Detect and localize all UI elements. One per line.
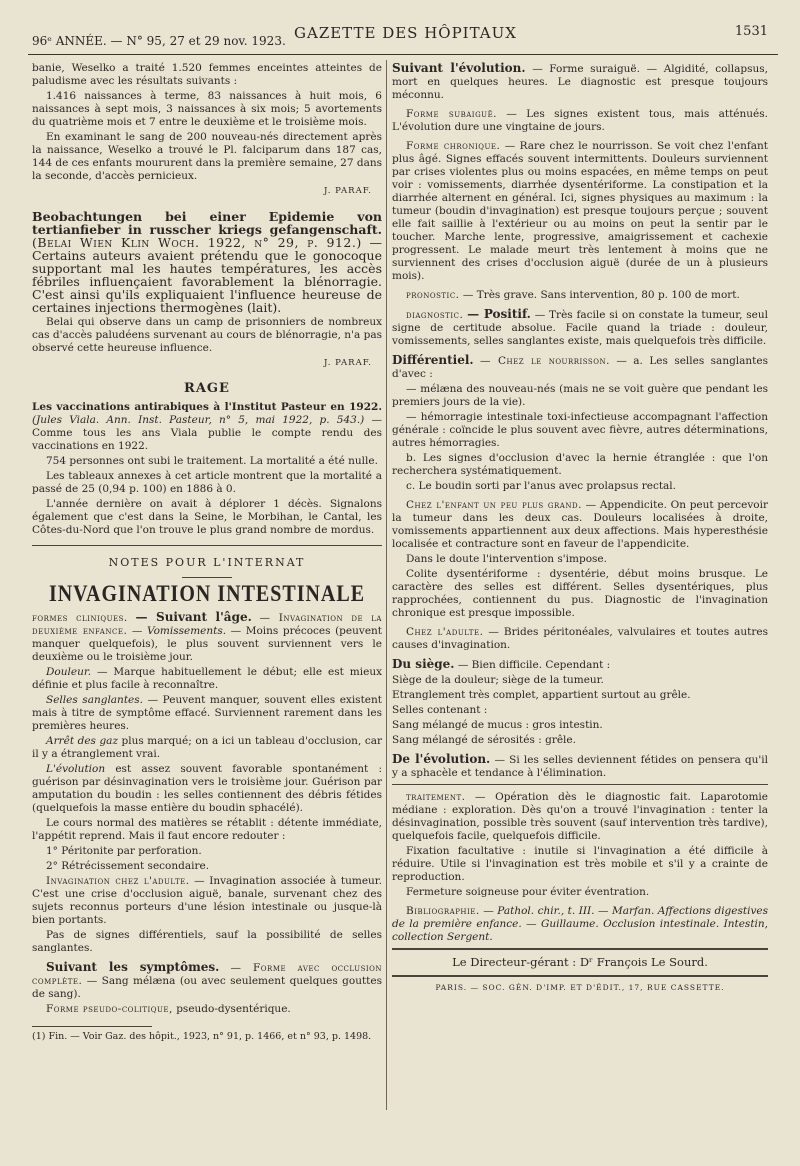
arret-text: plus marqué; on a ici un tableau d'occlusion, car il y a étranglement vrai. <box>32 735 382 760</box>
short-rule <box>182 577 232 578</box>
traitement-label: traitement. <box>406 791 466 803</box>
doute-text: Dans le doute l'intervention s'impose. <box>406 553 607 565</box>
symptomes-paragraph <box>32 961 382 1001</box>
symptomes-lead: — Forme avec occlusion complète. <box>32 962 383 987</box>
issue-info: 96ᵉ ANNÉE. — N° 95, 27 et 29 nov. 1923. <box>32 34 286 48</box>
article-text: 754 personnes ont subi le traitement. La mortalité a été nulle. <box>46 455 378 467</box>
pseudo-lead: Forme pseudo-colitique, <box>46 1003 173 1015</box>
siege-heading: Du siège. <box>392 657 455 671</box>
article-text: — Comme tous les ans Viala publie le compte rendu des vaccinations en 1922. <box>32 414 382 452</box>
page-number: 1531 <box>734 24 768 39</box>
differentiel-a1: — mélæna des nouveau-nés (mais ne se voit guère que pendant les premiers jours de la vie). <box>392 383 768 408</box>
evolution2-heading: De l'évolution. <box>392 752 491 766</box>
bibliographie-paragraph <box>392 905 768 944</box>
differentiel-a: — a. Les selles sanglantes d'avec : <box>392 355 769 380</box>
formes-paragraph <box>32 611 382 664</box>
subaigue-text: — Les signes existent tous, mais atténués. L'évolution dure une vingtaine de jours. <box>392 108 768 133</box>
formes-subhead: — Suivant l'âge. <box>135 610 252 624</box>
column-divider <box>386 60 387 1110</box>
footnote: (1) Fin. — Voir Gaz. des hôpit., 1923, n° 91, p. 1466, et n° 93, p. 1498. <box>32 1031 372 1042</box>
vomissements-text: — Moins précoces (peuvent manquer quelquefois), le plus souvent surviennent vers le deuxième ou le troisième jour. <box>32 625 383 663</box>
chronique-label: Forme chronique. <box>406 140 501 152</box>
subaigue-paragraph <box>392 108 768 134</box>
article-beobachtungen <box>32 210 382 314</box>
enfant-grand-paragraph <box>392 499 768 551</box>
signature: J. PARAF. <box>323 358 372 368</box>
arret-paragraph <box>32 735 382 761</box>
vomissements-label: — Vomissements. <box>131 625 227 637</box>
cours-paragraph: Le cours normal des matières se rétablit : détente immédiate, l'appétit reprend. Mais il faut encore redouter : <box>32 817 382 842</box>
section-separator <box>32 545 382 546</box>
siege-item: Siège de la douleur; siège de la tumeur. <box>392 674 604 686</box>
intro-paragraph: 1.416 naissances à terme, 83 naissances à huit mois, 6 naissances à sept mois, 3 naissances à six mois; 5 avortements du quatrième mois et 7 entre le deuxième et le troisième mois. <box>32 90 382 128</box>
signature: J. PARAF. <box>323 186 372 196</box>
complication-1: 1° Péritonite par perforation. <box>46 845 202 857</box>
pronostic-text: — Très grave. Sans intervention, 80 p. 100 de mort. <box>462 289 740 301</box>
arret-label: Arrêt des gaz <box>46 735 118 747</box>
traitement-paragraph <box>392 791 768 843</box>
notes-heading: NOTES POUR L'INTERNAT <box>108 556 306 569</box>
journal-title: GAZETTE DES HÔPITAUX <box>294 24 517 42</box>
article-vaccinations <box>32 401 382 453</box>
traitement-text: — Opération dès le diagnostic fait. Laparotomie médiane : exploration. Dès qu'on a trouvé l'invagination : tenter la désinvagination, possible très souvent (sauf intervention très tardive), quelquefois facile, quelquefois difficile. <box>392 791 768 842</box>
pronostic-paragraph <box>392 289 768 302</box>
siege-item: Sang mélangé de sérosités : grêle. <box>392 734 576 746</box>
diagnostic-label: diagnostic. <box>406 309 464 321</box>
evolution-text: — Forme suraiguë. — Algidité, collapsus, mort en quelques heures. Le diagnostic est presque toujours méconnu. <box>392 63 768 101</box>
symptomes-text: — Sang mélæna (ou avec seulement quelques gouttes de sang). <box>32 975 382 1000</box>
douleur-paragraph <box>32 666 382 692</box>
pseudo-colitique <box>32 1003 382 1016</box>
chronique-paragraph <box>392 140 768 283</box>
differentiel-b: b. Les signes d'occlusion d'avec la hernie étranglée : que l'on recherchera systématiquement. <box>392 452 768 477</box>
subaigue-label: Forme subaiguë. <box>406 108 498 120</box>
adulte-paragraph <box>392 626 768 652</box>
siege-paragraph <box>392 658 768 672</box>
bibliographie-text: — Pathol. chir., t. III. — Marfan. Affections digestives de la première enfance. — Guillaume. Occlusion intestinale. Intestin, collection Sergent. <box>392 905 768 943</box>
intro-paragraph: banie, Weselko a traité 1.520 femmes enceintes atteintes de paludisme avec les résultats suivants : <box>32 62 382 87</box>
adulte-label: Chez l'adulte. <box>406 626 484 638</box>
differentiel-c: c. Le boudin sorti par l'anus avec prolapsus rectal. <box>406 480 676 492</box>
bibliographie-label: Bibliographie. <box>406 905 480 917</box>
header-rule <box>28 54 778 55</box>
differentiel-lead: — Chez le nourrisson. <box>480 355 610 367</box>
evolution2-text: — Si les selles deviennent fétides on pensera qu'il y a sphacèle et tendance à l'élimination. <box>392 754 768 779</box>
fermeture-text: Fermeture soigneuse pour éviter éventration. <box>406 886 650 898</box>
adulte-paragraph <box>32 875 382 927</box>
pas-de-signes: Pas de signes différentiels, sauf la possibilité de selles sanglantes. <box>32 929 382 954</box>
pseudo-text: pseudo-dysentérique. <box>176 1003 291 1015</box>
adulte-label: Invagination chez l'adulte. <box>46 875 190 887</box>
main-title: INVAGINATION INTESTINALE <box>48 581 366 607</box>
enfant-grand-label: Chez l'enfant un peu plus grand. <box>406 499 582 511</box>
symptomes-heading: Suivant les symptômes. <box>46 960 220 974</box>
article-title: Les vaccinations antirabiques à l'Institut Pasteur en 1922. <box>32 401 382 413</box>
siege-text: — Bien difficile. Cependant : <box>457 659 611 671</box>
left-column <box>32 62 382 1045</box>
siege-item: Selles contenant : <box>392 704 488 716</box>
siege-item: Sang mélangé de mucus : gros intestin. <box>392 719 603 731</box>
selles-text: — Peuvent manquer, souvent elles existent mais à titre de symptôme effacé. Surviennent rarement dans les premières heures. <box>32 694 382 732</box>
formes-lead: formes cliniques. <box>32 612 128 624</box>
article-text: — Certains auteurs avaient prétendu que le gonocoque supportant mal les hautes températures, les accès fébriles influençaient favorablement la blénorragie. C'est ainsi qu'ils expliquaient l'influence heureuse de certaines injections thermogènes (lait). <box>32 235 382 315</box>
article-text: L'année dernière on avait à déplorer 1 décès. Signalons également que c'est dans la Seine, le Morbihan, le Cantal, les Côtes-du-Nord que l'on trouve le plus grand nombre de mordus. <box>32 498 382 536</box>
article-text: Les tableaux annexes à cet article montrent que la mortalité a passé de 25 (0,94 p. 100) en 1886 à 0. <box>32 470 382 495</box>
formes-lead2: — Invagination de la deuxième enfance. <box>32 612 382 637</box>
director-line: Le Directeur-gérant : Dʳ François Le Sourd. <box>452 955 708 969</box>
evolution-heading: Suivant l'évolution. <box>392 61 526 75</box>
evolution-section <box>392 62 768 102</box>
printer-line: PARIS. — SOC. GÉN. D'IMP. ET D'ÉDIT., 17, RUE CASSETTE. <box>435 983 725 992</box>
enfant-grand-text: — Appendicite. On peut percevoir la tumeur dans les deux cas. Douleurs localisées à droite, vomissements appartiennent aux deux affections. Mais hyperesthésie localisée et contracture sont en faveur de l'appendicite. <box>392 499 768 550</box>
differentiel-paragraph <box>392 354 768 381</box>
director-rule <box>392 948 768 950</box>
selles-paragraph <box>32 694 382 733</box>
adulte-text: — Brides péritonéales, valvulaires et toutes autres causes d'invagination. <box>392 626 768 651</box>
article-reference: (Jules Viala. Ann. Inst. Pasteur, n° 5, mai 1922, p. 543.) <box>32 414 365 426</box>
article-text: Belai qui observe dans un camp de prisonniers de nombreux cas d'accès paludéens survenant au cours de blénorragie, n'a pas observé cette heureuse influence. <box>32 316 382 354</box>
colite-text: Colite dysentériforme : dysentérie, début moins brusque. Le caractère des selles est différent. Selles dysentériques, plus rapprochées, contiennent du pus. Diagnostic de l'invagination chronique est presque impossible. <box>392 568 768 619</box>
director-rule <box>392 975 768 977</box>
selles-label: Selles sanglantes. <box>46 694 143 706</box>
footnote-rule <box>32 1026 152 1027</box>
section-heading-rage: RAGE <box>184 381 230 396</box>
differentiel-a2: — hémorragie intestinale toxi-infectieuse accompagnant l'affection générale : coïncide le plus souvent avec fièvre, autres déterminations, autres hémorragies. <box>392 411 768 449</box>
evolution-text: est assez souvent favorable spontanément : guérison par désinvagination vers le troisième jour. Guérison par amputation du boudin : les selles contiennent des débris fétides (quelquefois la masse entière du boudin sphacélé). <box>32 763 382 814</box>
pronostic-label: pronostic. <box>406 289 460 301</box>
douleur-text: — Marque habituellement le début; elle est mieux définie et plus facile à reconnaître. <box>32 666 382 691</box>
evolution-label: L'évolution <box>46 763 106 775</box>
diagnostic-text: — Très facile si on constate la tumeur, seul signe de certitude absolue. Facile quand la triade : douleur, vomissements, selles sanglantes existe, mais quelquefois très difficile. <box>392 309 769 347</box>
evolution-paragraph <box>32 763 382 815</box>
right-column <box>392 62 768 994</box>
fixation-text: Fixation facultative : inutile si l'invagination a été difficile à réduire. Utile si l'invagination est très mobile et s'il y a crainte de reproduction. <box>392 845 768 883</box>
differentiel-heading: Différentiel. <box>392 353 474 367</box>
article-reference: (Belai Wien Klin Woch. 1922, n° 29, p. 912.) <box>32 235 362 250</box>
diagnostic-positif: — Positif. <box>467 307 531 321</box>
section-separator <box>392 784 768 785</box>
page-header <box>32 22 776 56</box>
siege-item: Etranglement très complet, appartient surtout au grêle. <box>392 689 691 701</box>
intro-paragraph: En examinant le sang de 200 nouveau-nés directement après la naissance, Weselko a trouvé le Pl. falciparum dans 187 cas, 144 de ces enfants moururent dans la première semaine, 27 dans la seconde, d'accès pernicieux. <box>32 131 382 182</box>
adulte-text: — Invagination associée à tumeur. C'est une crise d'occlusion aiguë, banale, survenant chez des sujets reconnus porteurs d'une lésion intestinale ou jusque-là bien portants. <box>32 875 383 926</box>
diagnostic-paragraph <box>392 308 768 348</box>
douleur-label: Douleur. <box>46 666 92 678</box>
chronique-text: — Rare chez le nourrisson. Se voit chez l'enfant plus âgé. Signes effacés souvent intermittents. Douleurs surviennent par crises violentes plus ou moins espacées, en même temps on peut voir : vomissements, diarrhée dysentériforme. La constipation et la diarrhée alternent en général. Ici, signes physiques au maximum : la tumeur (boudin d'invagination) est presque toujours perçue ; souvent elle fait saillie à l'extérieur ou au moins on peut la sentir par le toucher. Marche lente, progressive, amaigrissement et cachexie progressent. Le malade meurt très lentement à moins que ne surviennent des crises d'occlusion aiguë (durée de un à plusieurs mois). <box>392 140 769 282</box>
complication-2: 2° Rétrécissement secondaire. <box>46 860 210 872</box>
evolution2-paragraph <box>392 753 768 780</box>
article-title: Beobachtungen bei einer Epidemie von tertianfieber in russcher kriegs gefangenschaft. <box>32 209 382 237</box>
